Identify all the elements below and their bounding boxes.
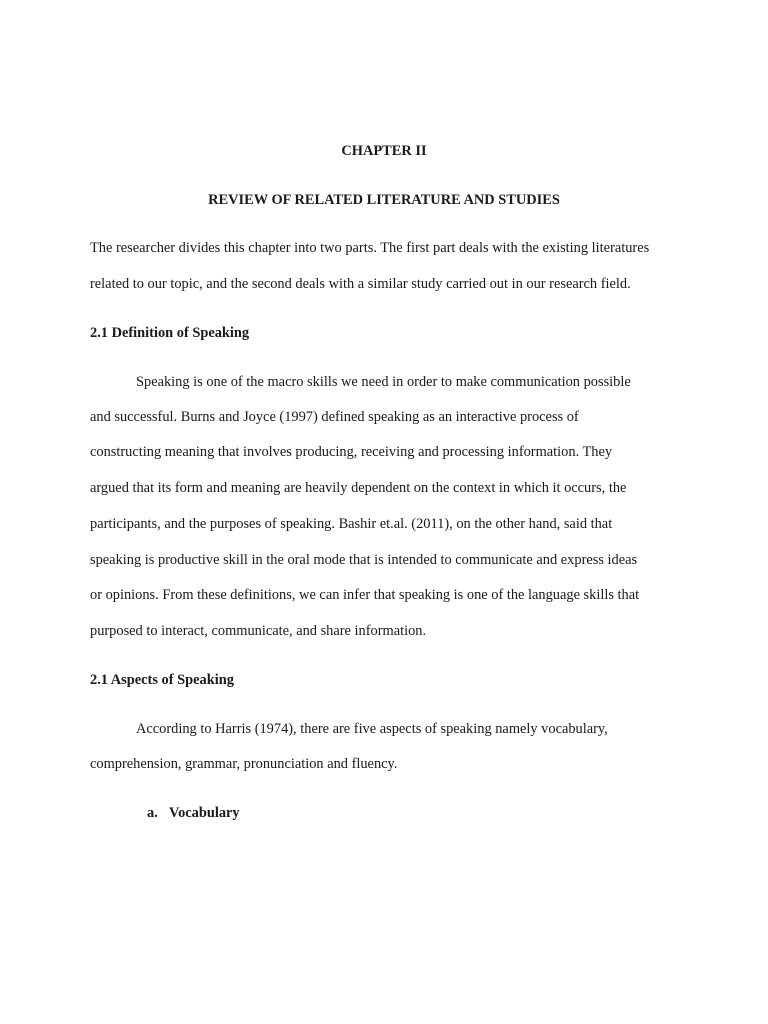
paragraph-line: constructing meaning that involves producing, receiving and processing information. They	[90, 444, 613, 460]
chapter-title: REVIEW OF RELATED LITERATURE AND STUDIES	[208, 192, 560, 208]
paragraph-line: According to Harris (1974), there are five aspects of speaking namely vocabulary,	[136, 721, 608, 737]
paragraph-line: and successful. Burns and Joyce (1997) defined speaking as an interactive process of	[90, 409, 579, 425]
list-marker: a.	[147, 805, 158, 821]
paragraph-line: speaking is productive skill in the oral mode that is intended to communicate and express ideas	[90, 552, 638, 568]
paragraph-line: participants, and the purposes of speaking. Bashir et.al. (2011), on the other hand, said that	[90, 516, 613, 532]
paragraph-line: argued that its form and meaning are heavily dependent on the context in which it occurs, the	[90, 480, 627, 496]
section-heading-definition: 2.1 Definition of Speaking	[90, 325, 250, 341]
paragraph-line: comprehension, grammar, pronunciation and fluency.	[90, 756, 398, 772]
subsection-heading-vocabulary	[147, 805, 240, 822]
section-heading-aspects: 2.1 Aspects of Speaking	[90, 672, 234, 688]
paragraph-line: or opinions. From these definitions, we can infer that speaking is one of the language skills that	[90, 587, 640, 603]
intro-line: related to our topic, and the second deals with a similar study carried out in our research field.	[90, 276, 631, 292]
intro-line: The researcher divides this chapter into two parts. The first part deals with the existing literatures	[90, 240, 650, 256]
subsection-label: Vocabulary	[169, 805, 240, 821]
paragraph-line: purposed to interact, communicate, and share information.	[90, 623, 427, 639]
chapter-number: CHAPTER II	[341, 143, 427, 159]
paragraph-line: Speaking is one of the macro skills we need in order to make communication possible	[136, 374, 631, 390]
